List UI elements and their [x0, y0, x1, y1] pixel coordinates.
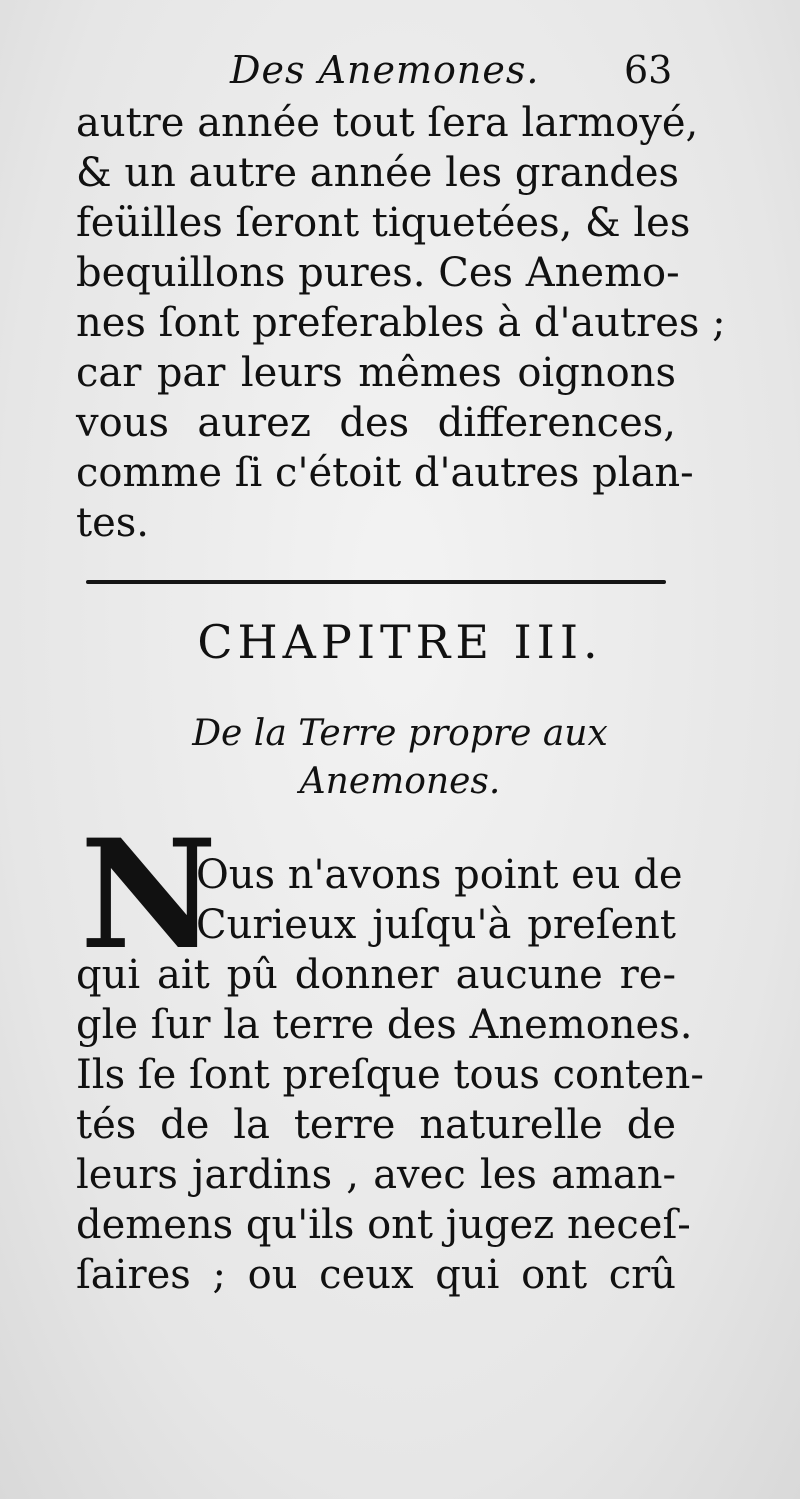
text-line: qui ait pû donner aucune re-: [76, 952, 676, 998]
text-line: tes.: [76, 500, 149, 546]
text-line: vous aurez des differences,: [76, 400, 676, 446]
text-line: bequillons pures. Ces Anemo-: [76, 250, 680, 296]
text-line: Curieux juſqu'à preſent: [196, 902, 676, 948]
text-line: Ils ſe ſont preſque tous conten-: [76, 1052, 704, 1098]
drop-cap: N: [80, 807, 218, 983]
paragraph-top: [76, 98, 726, 548]
text-line: tés de la terre naturelle de: [76, 1102, 676, 1148]
chapter-divider-rule: [86, 580, 666, 584]
text-line: feüilles ſeront tiquetées, & les: [76, 200, 691, 246]
text-line: nes ſont preferables à d'autres ;: [76, 300, 726, 346]
text-line: autre année tout ſera larmoyé,: [76, 100, 699, 146]
running-head-title: Des Anemones.: [230, 48, 540, 92]
running-head: [0, 48, 800, 98]
chapter-subtitle-line: Anemones.: [299, 761, 501, 802]
paragraph-body: [76, 950, 704, 1300]
text-line: comme ſi c'étoit d'autres plan-: [76, 450, 694, 496]
paragraph-body-opening: [76, 850, 683, 950]
text-line: & un autre année les grandes: [76, 150, 680, 196]
text-line: car par leurs mêmes oignons: [76, 350, 676, 396]
text-line: gle ſur la terre des Anemones.: [76, 1002, 693, 1048]
chapter-subtitle: [0, 710, 800, 806]
text-line: Ous n'avons point eu de: [196, 852, 683, 898]
text-line: demens qu'ils ont jugez neceſ-: [76, 1202, 691, 1248]
text-line: ſaires ; ou ceux qui ont crû: [76, 1252, 676, 1298]
chapter-subtitle-line: De la Terre propre aux: [192, 713, 608, 754]
page-number: 63: [624, 48, 673, 92]
chapter-heading: CHAPITRE III.: [197, 615, 603, 669]
text-line: leurs jardins , avec les aman-: [76, 1152, 676, 1198]
